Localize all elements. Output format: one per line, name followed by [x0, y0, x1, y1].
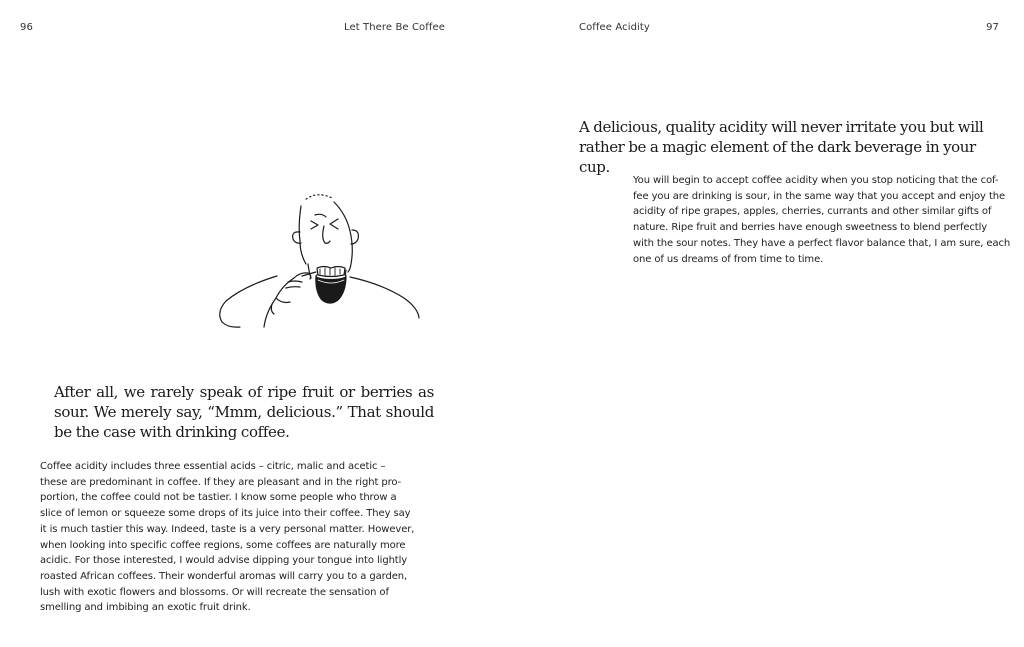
body-line: smelling and imbibing an exotic fruit drink.	[40, 602, 251, 614]
body-line: these are predominant in coffee. If they are pleasant and in the right pro-	[40, 476, 402, 488]
body-line: one of us dreams of from time to time.	[633, 253, 824, 265]
body-line: when looking into specific coffee regions, some coffees are naturally more	[40, 539, 406, 551]
body-line: Coffee acidity includes three essential acids – citric, malic and acetic –	[40, 461, 386, 472]
body-line: it is much tastier this way. Indeed, taste is a very personal matter. However,	[40, 523, 415, 535]
body-text	[633, 173, 1011, 267]
body-line: lush with exotic flowers and blossoms. Or will recreate the sensation of	[40, 586, 389, 598]
body-line: with the sour notes. They have a perfect flavor balance that, I am sure, each	[633, 237, 1011, 249]
man-sipping-coffee-illustration	[214, 186, 424, 332]
body-line: You will begin to accept coffee acidity when you stop noticing that the cof-	[633, 175, 999, 186]
body-line: portion, the coffee could not be tastier. I know some people who throw a	[40, 492, 397, 504]
right-page	[512, 0, 1024, 647]
body-line: fee you are drinking is sour, in the same way that you accept and enjoy the	[633, 190, 1006, 202]
pull-quote: A delicious, quality acidity will never irritate you but will rather be a magic element of the dark beverage in your cup.	[579, 118, 984, 176]
body-line: acidity of ripe grapes, apples, cherries, currants and other similar gifts of	[633, 206, 992, 218]
body-line: nature. Ripe fruit and berries have enough sweetness to blend perfectly	[633, 222, 988, 234]
running-head: Let There Be Coffee	[343, 22, 445, 33]
page-number: 96	[20, 22, 33, 33]
pull-quote: After all, we rarely speak of ripe fruit or berries as sour. We merely say, “Mmm, delicious.” That should be the case with drinking coffee.	[54, 383, 434, 441]
body-line: roasted African coffees. Their wonderful aromas will carry you to a garden,	[40, 570, 408, 582]
page-number: 97	[986, 22, 999, 33]
body-text	[40, 459, 415, 616]
body-line: acidic. For those interested, I would advise dipping your tongue into lightly	[40, 555, 408, 567]
body-line: slice of lemon or squeeze some drops of its juice into their coffee. They say	[40, 508, 411, 520]
running-head: Coffee Acidity	[579, 22, 650, 33]
